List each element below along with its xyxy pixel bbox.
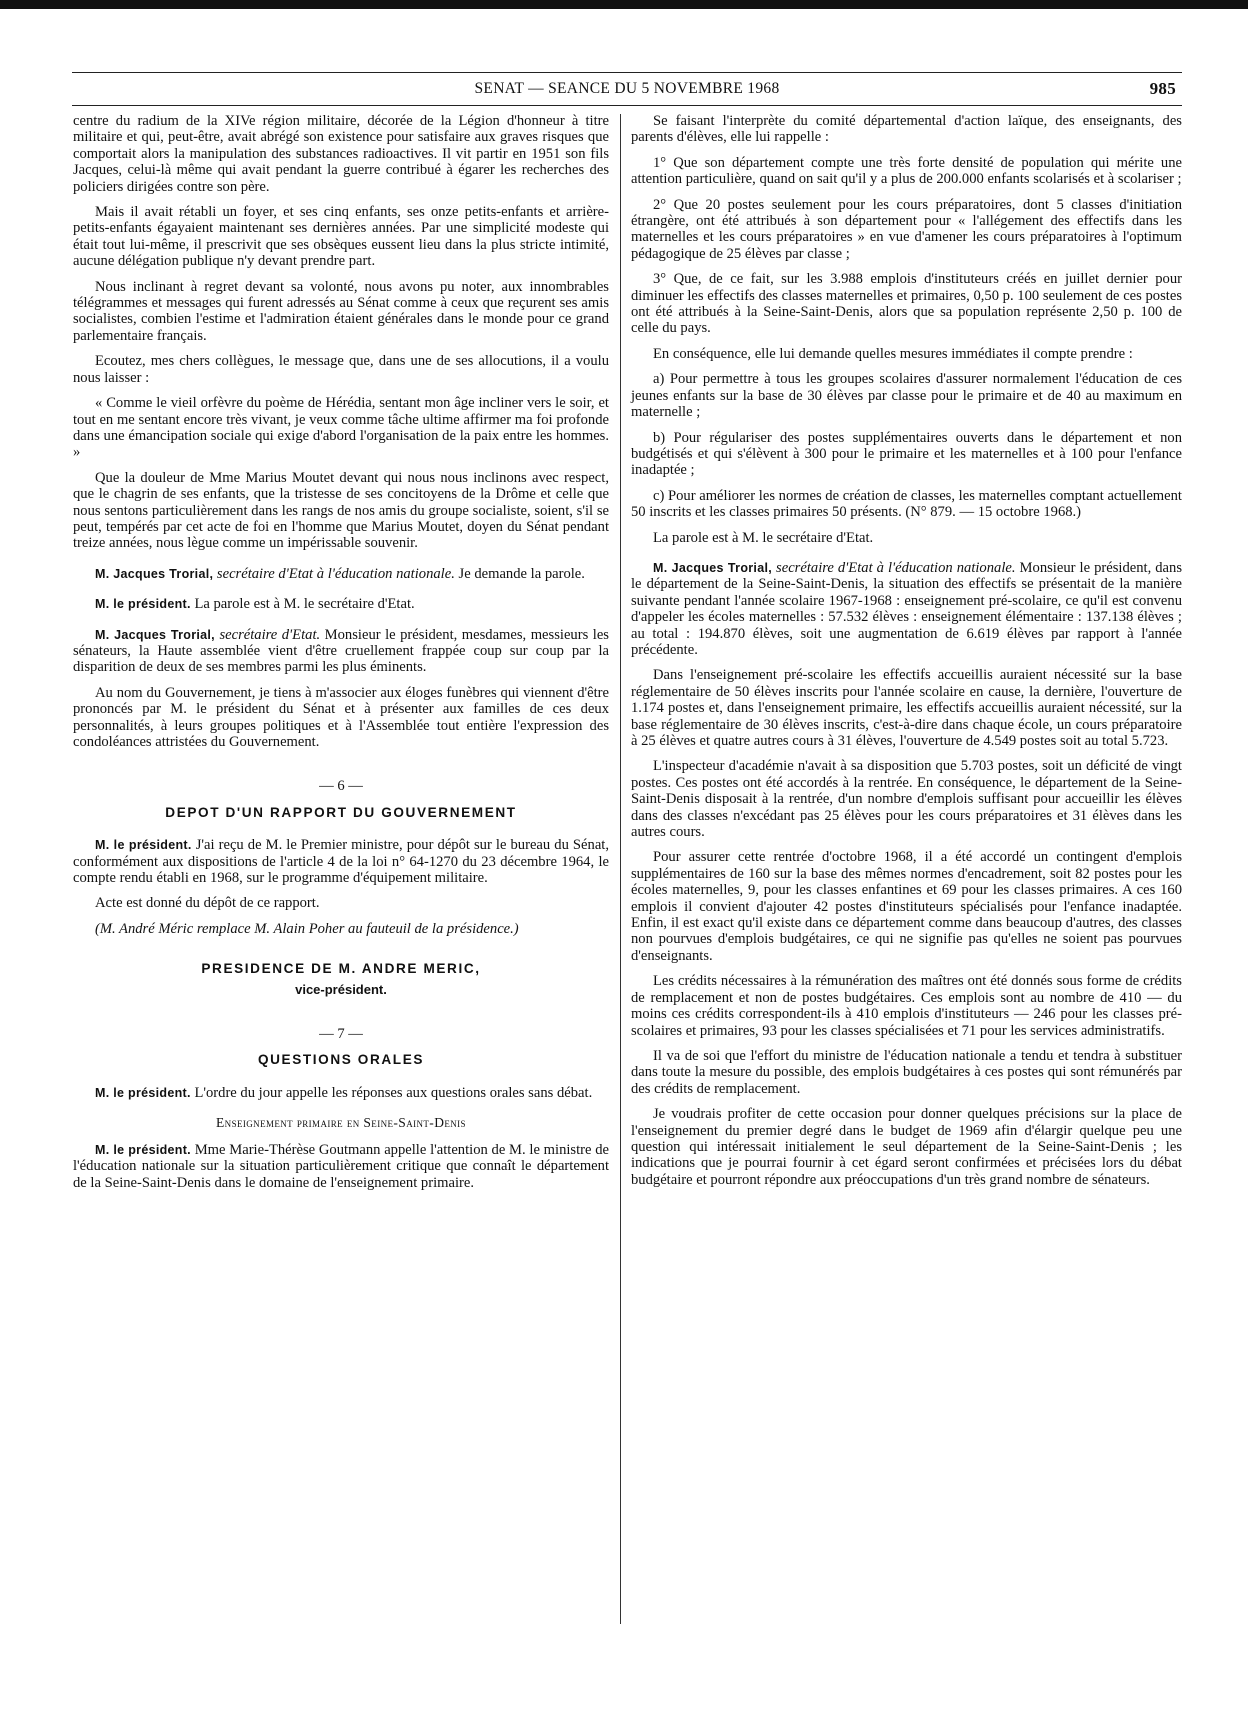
- section-title: QUESTIONS ORALES: [257, 1052, 425, 1068]
- paragraph: Se faisant l'interprète du comité départemental d'action laïque, des enseignants, des parents d'élèves, elle lui rappelle :: [631, 113, 1182, 146]
- quotation: « Comme le vieil orfèvre du poème de Hérédia, sentant mon âge incliner vers le soir, et tout en me sentant encore très vivant, je veux comme tâche ultime affirmer ma foi profonde dans une émancipation sociale qui exige d'abord l'organisation de la paix entre les hommes. »: [73, 395, 609, 461]
- right-column: [631, 113, 1182, 1197]
- paragraph: centre du radium de la XIVe région militaire, décorée de la Légion d'honneur à titre militaire et qui, peut-être, avait abrégé son existence pour satisfaire aux graves risques que comportait alors la manipulation des substances radioactives. Il vit partir en 1951 son fils Jacques, celui-là même qui avait pendant la guerre contribué à égarer les recherches des policiers dirigées contre son père.: [73, 113, 609, 195]
- speaker-name: M. Jacques Trorial,: [95, 627, 215, 642]
- header-title: SENAT — SEANCE DU 5 NOVEMBRE 1968: [474, 80, 780, 97]
- paragraph: En conséquence, elle lui demande quelles mesures immédiates il compte prendre :: [653, 345, 1133, 362]
- speech-paragraph: [73, 566, 609, 582]
- paragraph: Nous inclinant à regret devant sa volonté, nous avons pu noter, aux innombrables télégrammes et messages qui furent adressés au Sénat comme à ceux que reçurent ses amis socialistes, combien l'estime et l'admiration étaient générales dans le monde pour ce grand parlementaire français.: [73, 278, 609, 344]
- page-number: 985: [1149, 79, 1176, 98]
- speech-paragraph: [73, 596, 609, 612]
- speech-paragraph: [73, 627, 609, 676]
- paragraph: 3° Que, de ce fait, sur les 3.988 emplois d'instituteurs créés en juillet dernier pour diminuer les effectifs des classes maternelles et primaires, 0,50 p. 100 seulement de ces postes ont été attribués à la Seine-Saint-Denis, alors que sa population représente 2,50 p. 100 de celle du pays.: [631, 271, 1182, 337]
- speech-paragraph: [73, 1085, 609, 1101]
- stage-direction: [73, 921, 609, 937]
- column-divider: [620, 114, 621, 1624]
- speech-text: Je demande la parole.: [458, 565, 585, 582]
- subsection-title: Enseignement primaire en Seine-Saint-Denis: [216, 1115, 466, 1131]
- paragraph: 1° Que son département compte une très forte densité de population qui mérite une attention particulière, quand on sait qu'il y a plus de 200.000 enfants scolarisés et à scolariser ;: [631, 154, 1182, 188]
- speech-text: Mme Marie-Thérèse Goutmann appelle l'attention de M. le ministre de l'éducation nationale sur la situation particulièrement critique que connaît le département de la Seine-Saint-Denis dans le domaine de l'enseignement primaire.: [73, 1141, 609, 1191]
- speaker-name: M. le président.: [95, 1142, 191, 1157]
- paragraph: Dans l'enseignement pré-scolaire les effectifs accueillis auraient nécessité sur la base réglementaire de 50 élèves inscrits pour l'année scolaire en cause, la dernière, l'ouverture de 1.174 postes et, dans l'enseignement primaire, les effectifs accueillis auraient nécessité, sur la base réglementaire de 30 élèves inscrits, c'est-à-dire dans chaque école, un cours préparatoire à 25 élèves et quatre autres cours à 31 élèves, l'ouverture de 4.549 postes soit au total 5.723.: [631, 667, 1182, 749]
- section-number: — 7 —: [319, 1026, 363, 1043]
- speaker-name: M. le président.: [95, 838, 192, 853]
- section-title: DEPOT D'UN RAPPORT DU GOUVERNEMENT: [165, 804, 517, 820]
- speaker-role: secrétaire d'Etat.: [219, 626, 321, 643]
- paragraph: Mais il avait rétabli un foyer, et ses cinq enfants, ses onze petits-enfants et arrière-petits-enfants égayaient maintenant ses dernières années. Par une simplicité modeste qui était tout lui-même, il prescrivit que ses obsèques eussent lieu dans la plus stricte intimité, aucune délégation publique n'y devant prendre part.: [73, 204, 609, 270]
- speech-text: J'ai reçu de M. le Premier ministre, pour dépôt sur le bureau du Sénat, conformément aux dispositions de l'article 4 de la loi n° 64-1270 du 23 décembre 1964, le compte rendu établi en 1968, sur le programme d'équipement militaire.: [73, 837, 609, 887]
- top-rule: [0, 0, 1248, 9]
- paragraph: Au nom du Gouvernement, je tiens à m'associer aux éloges funèbres qui viennent d'être prononcés par M. le président du Sénat et à présenter aux familles de ces deux personnalités, à leurs groupes politiques et à l'Assemblée tout entière l'expression des condoléances attristées du Gouvernement.: [73, 684, 609, 750]
- paragraph: Pour assurer cette rentrée d'octobre 1968, il a été accordé un contingent d'emplois supplémentaires de 160 sur la base des mêmes normes d'encadrement, soit 82 postes pour les écoles maternelles, 9, pour les classes enfantines et 69 pour les classes primaires. A ces 160 emplois il convient d'ajouter 42 postes d'instituteurs spécialisés pour l'enfance inadaptée. Enfin, il est exact qu'il existe dans ce département comme dans beaucoup d'autres, des classes non pourvues d'emplois budgétaires, ce qui ne signifie pas qu'elles ne soient pas pourvues d'enseignants.: [631, 849, 1182, 964]
- paragraph: Que la douleur de Mme Marius Moutet devant qui nous nous inclinons avec respect, que le chagrin de ses enfants, que la tristesse de ses concitoyens de la Drôme et celle que nous sentons particulièrement dans les rangs de nos amis du groupe socialiste, soient, s'il se peut, tempérés par cet acte de foi en l'homme que Marius Moutet, doyen du Sénat pendant treize années, nous lègue comme un impérissable souvenir.: [73, 469, 609, 552]
- speaker-name: M. le président.: [95, 1085, 191, 1100]
- paragraph: a) Pour permettre à tous les groupes scolaires d'assurer normalement l'éducation de ces jeunes enfants sur la base de 30 élèves par classe pour le primaire et de 40 au maximum en maternelle ;: [631, 371, 1182, 421]
- presidency-subtitle: vice-président.: [295, 981, 387, 997]
- stage-direction-text: (M. André Méric remplace M. Alain Poher au fauteuil de la présidence.): [95, 920, 519, 937]
- presidency-title: PRESIDENCE DE M. ANDRE MERIC,: [201, 961, 481, 977]
- paragraph: L'inspecteur d'académie n'avait à sa disposition que 5.703 postes, soit un déficité de vingt postes. Ces postes ont été accordés à la rentrée. En conséquence, le département de la Seine-Saint-Denis disposait à la rentrée, d'un nombre d'emplois suffisant pour accueillir les élèves dans des classes n'excédant pas 25 élèves pour les cours préparatoires et 31 élèves dans les autres cours.: [631, 758, 1182, 841]
- paragraph: Acte est donné du dépôt de ce rapport.: [95, 895, 320, 912]
- speech-paragraph: [73, 837, 609, 886]
- speech-text: L'ordre du jour appelle les réponses aux questions orales sans débat.: [194, 1084, 593, 1101]
- paragraph: c) Pour améliorer les normes de création de classes, les maternelles comptant actuellement 50 inscrits et les classes primaires 50 présents. (N° 879. — 15 octobre 1968.): [631, 487, 1182, 521]
- paragraph: Les crédits nécessaires à la rémunération des maîtres ont été donnés sous forme de crédits de remplacement et non de postes budgétaires. Ces emplois sont au nombre de 410 — du moins ces crédits correspondent-ils à 410 emplois d'instituteurs — 246 pour les classes pré-scolaires et primaires, 93 pour les classes spécialisées et 71 pour les services administratifs.: [631, 973, 1182, 1039]
- speech-text: Monsieur le président, dans le département de la Seine-Saint-Denis, la situation des effectifs se présentait de la manière suivante pendant l'année scolaire 1967-1968 : enseignement pré-scolaire, ce qu'il est convenu d'appeler les écoles maternelles : 57.532 élèves : enseignement élémentaire : 137.138 élèves ; au total : 194.870 élèves, soit une augmentation de 6.619 élèves par rapport à l'année précédente.: [631, 559, 1182, 658]
- speaker-name: M. le président.: [95, 597, 191, 612]
- page-header: [72, 72, 1182, 106]
- speaker-name: M. Jacques Trorial,: [95, 566, 214, 581]
- paragraph: Je voudrais profiter de cette occasion pour donner quelques précisions sur la place de l'enseignement du premier degré dans le budget de 1969 afin d'élargir quelque peu une question qui intéressait initialement le seul département de la Seine-Saint-Denis ; les indications que je pourrai fournir à cet égard seront confirmées et précisées lors du débat budgétaire et pourront répondre aux préoccupations d'un très grand nombre de sénateurs.: [631, 1106, 1182, 1188]
- speech-paragraph: [73, 1142, 609, 1191]
- speaker-role: secrétaire d'Etat à l'éducation nationale.: [776, 559, 1016, 576]
- paragraph: Ecoutez, mes chers collègues, le message que, dans une de ses allocutions, il a voulu nous laisser :: [73, 353, 609, 386]
- speaker-name: M. Jacques Trorial,: [653, 560, 773, 575]
- left-column: [73, 113, 609, 1200]
- paragraph: Il va de soi que l'effort du ministre de l'éducation nationale a tendu et tendra à substituer dans toute la mesure du possible, des emplois budgétaires à ces postes qui sont rémunérés par des crédits de remplacement.: [631, 1047, 1182, 1097]
- speech-text: Monsieur le président, mesdames, messieurs les sénateurs, la Haute assemblée vient d'être cruellement frappée coup sur coup par la disparition de deux de ses membres parmi les plus éminents.: [73, 626, 609, 676]
- paragraph: La parole est à M. le secrétaire d'Etat.: [653, 529, 874, 546]
- section-number: — 6 —: [319, 778, 363, 795]
- speech-text: La parole est à M. le secrétaire d'Etat.: [194, 596, 415, 613]
- speaker-role: secrétaire d'Etat à l'éducation nationale.: [216, 565, 455, 582]
- speech-paragraph: [631, 560, 1182, 658]
- paragraph: b) Pour régulariser des postes supplémentaires ouverts dans le département et non budgétisés et qui s'élèvent à 300 pour le primaire et les maternelles et à 100 pour l'enfance inadaptée ;: [631, 429, 1182, 479]
- paragraph: 2° Que 20 postes seulement pour les cours préparatoires, dont 5 classes d'initiation étrangère, ont été attribués à son département pour « l'allégement des effectifs dans les maternelles et les cours préparatoires » en vue d'amener les cours préparatoires à l'optimum pédagogique de 25 élèves par classe ;: [631, 196, 1182, 262]
